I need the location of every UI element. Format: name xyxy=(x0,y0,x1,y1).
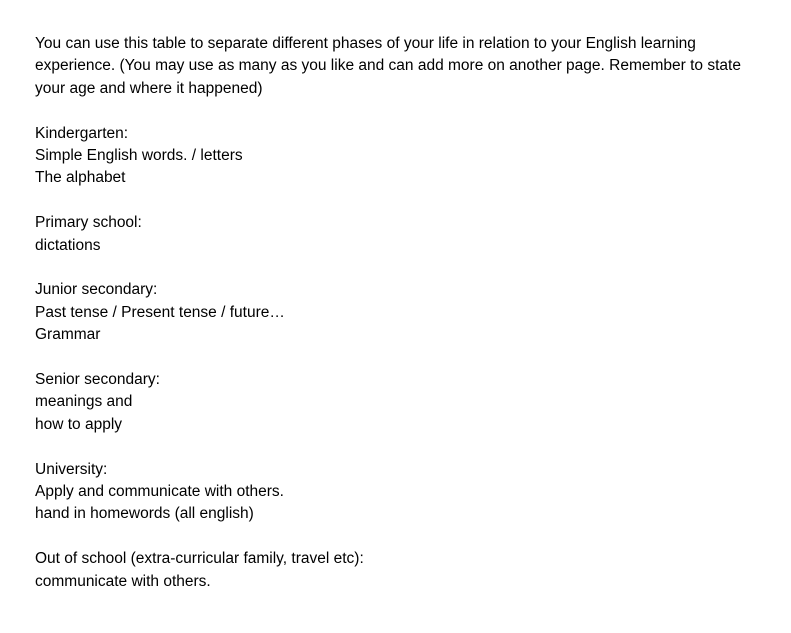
intro-paragraph: You can use this table to separate different phases of your life in relation to your English learning experience. (You may use as many as you like and can add more on another page. Remember to state your age and where it happened) xyxy=(35,35,741,97)
section-heading: Junior secondary: xyxy=(35,281,158,299)
section-line: Apply and communicate with others. xyxy=(35,483,284,501)
section-line: The alphabet xyxy=(35,169,126,187)
section-heading: Kindergarten: xyxy=(35,124,129,142)
section-heading: Out of school (extra-curricular family, travel etc): xyxy=(35,550,364,568)
section-out-of-school xyxy=(35,548,770,593)
section-line: Grammar xyxy=(35,326,101,344)
section-heading: Senior secondary: xyxy=(35,371,160,389)
section-heading: Primary school: xyxy=(35,214,142,232)
section-line: hand in homewords (all english) xyxy=(35,505,254,523)
document-body xyxy=(35,33,770,615)
section-line: Simple English words. / letters xyxy=(35,147,243,165)
section-heading: University: xyxy=(35,460,108,478)
section-line: communicate with others. xyxy=(35,572,211,590)
section-line: meanings and xyxy=(35,393,133,411)
section-kindergarten xyxy=(35,123,770,190)
section-senior-secondary xyxy=(35,369,770,436)
section-primary-school xyxy=(35,212,770,257)
section-line: how to apply xyxy=(35,415,123,433)
section-line: dictations xyxy=(35,236,101,254)
section-university xyxy=(35,459,770,526)
section-line: Past tense / Present tense / future… xyxy=(35,303,285,321)
section-junior-secondary xyxy=(35,279,770,346)
